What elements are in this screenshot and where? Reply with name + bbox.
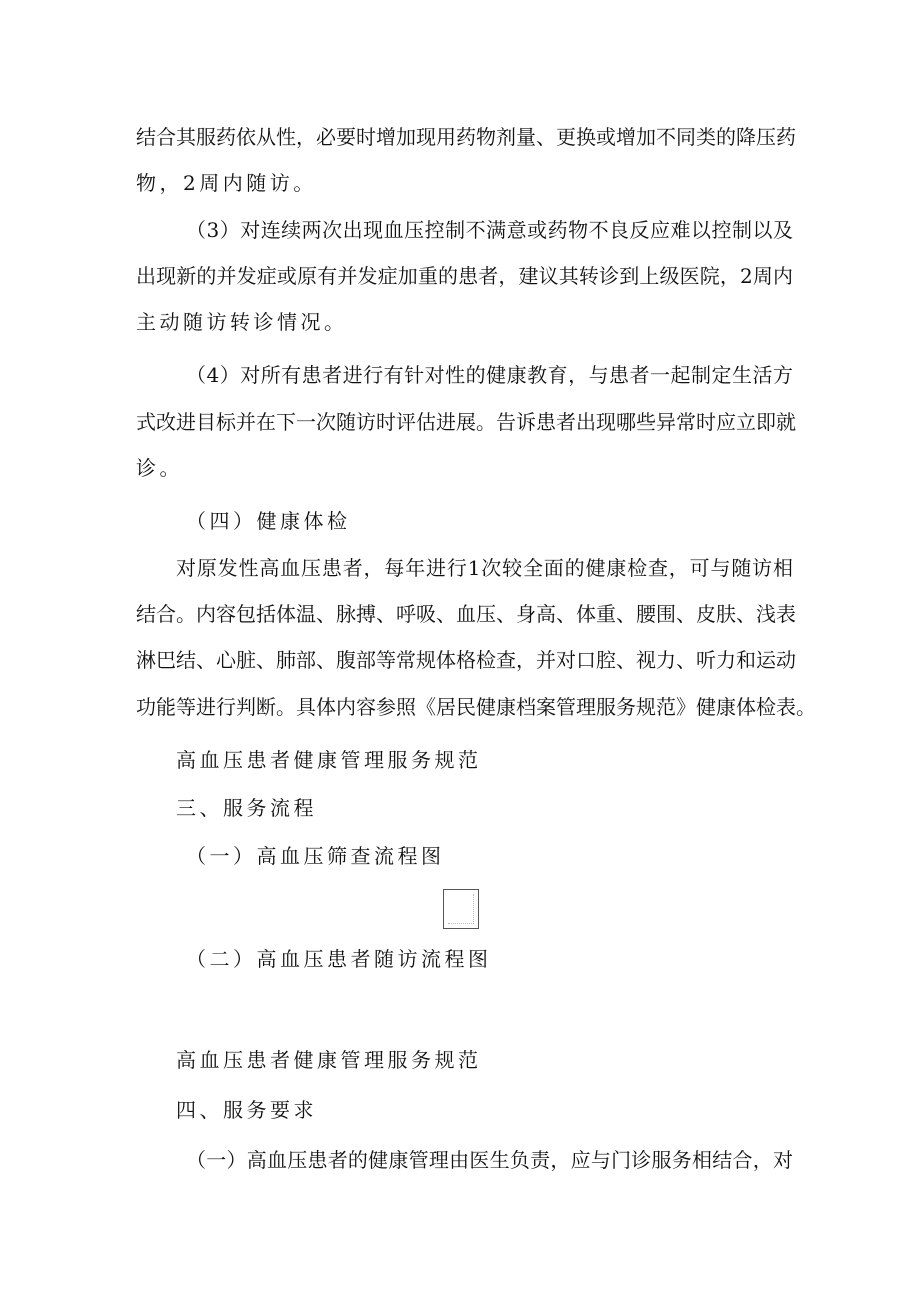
document-title: 高血压患者健康管理服务规范 bbox=[176, 748, 482, 772]
paragraph-line: 功能等进行判断。具体内容参照《居民健康档案管理服务规范》健康体检表。 bbox=[136, 695, 816, 719]
paragraph-line: 对原发性高血压患者，每年进行1次较全面的健康检查，可与随访相 bbox=[176, 556, 793, 580]
section-heading: 四、服务要求 bbox=[176, 1098, 317, 1122]
paragraph-line: 主动随访转诊情况。 bbox=[136, 310, 348, 334]
paragraph-line: （4）对所有患者进行有针对性的健康教育，与患者一起制定生活方 bbox=[186, 363, 793, 387]
document-title: 高血压患者健康管理服务规范 bbox=[176, 1048, 482, 1072]
paragraph-line: （一）高血压患者的健康管理由医生负责，应与门诊服务相结合，对 bbox=[186, 1148, 793, 1172]
paragraph-line: （3）对连续两次出现血压控制不满意或药物不良反应难以控制以及 bbox=[186, 218, 793, 242]
paragraph-line: 结合。内容包括体温、脉搏、呼吸、血压、身高、体重、腰围、皮肤、浅表 bbox=[136, 602, 796, 626]
subsection-heading: （一）高血压筛查流程图 bbox=[186, 844, 445, 868]
paragraph-line: 式改进目标并在下一次随访时评估进展。告诉患者出现哪些异常时应立即就 bbox=[136, 410, 796, 434]
section-heading: 三、服务流程 bbox=[176, 796, 317, 820]
paragraph-line: 诊。 bbox=[136, 456, 183, 480]
section-heading: （四）健康体检 bbox=[186, 509, 351, 533]
image-placeholder bbox=[443, 889, 479, 929]
paragraph-line: 物，2周内随访。 bbox=[136, 171, 317, 195]
paragraph-line: 淋巴结、心脏、肺部、腹部等常规体格检查，并对口腔、视力、听力和运动 bbox=[136, 648, 796, 672]
paragraph-line: 出现新的并发症或原有并发症加重的患者，建议其转诊到上级医院，2周内 bbox=[136, 264, 793, 288]
paragraph-line: 结合其服药依从性，必要时增加现用药物剂量、更换或增加不同类的降压药 bbox=[136, 125, 796, 149]
subsection-heading: （二）高血压患者随访流程图 bbox=[186, 947, 492, 971]
